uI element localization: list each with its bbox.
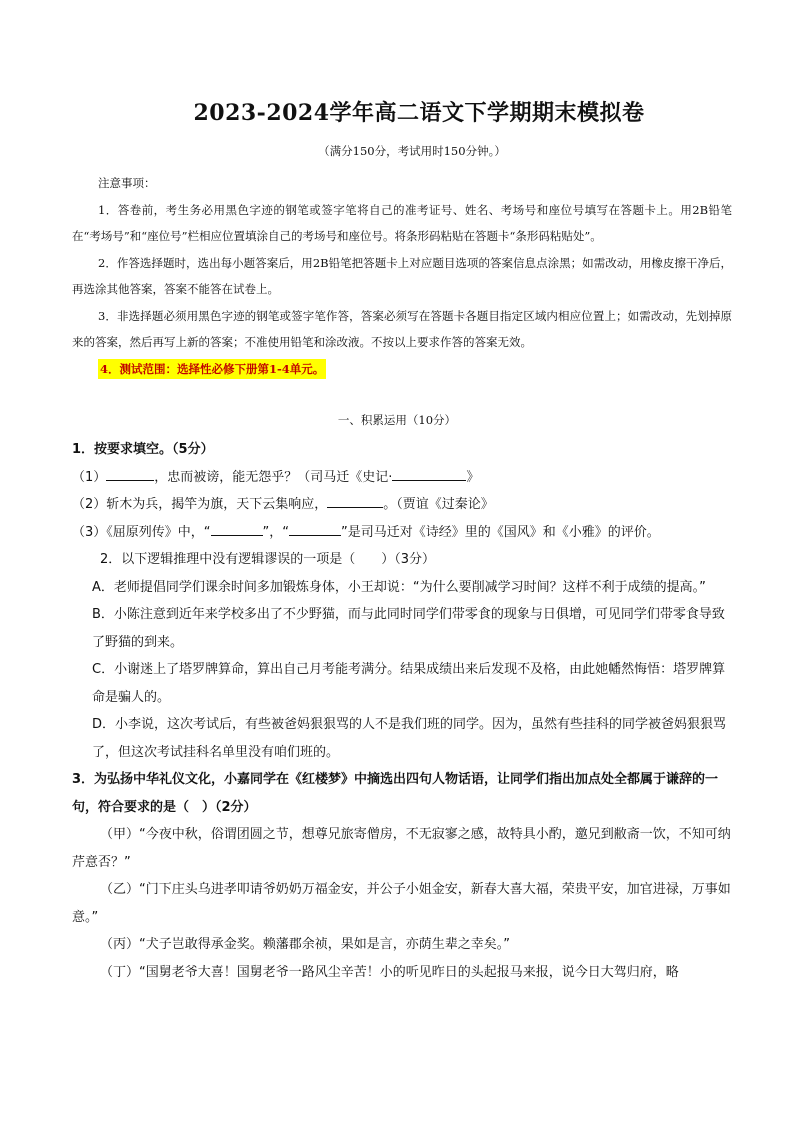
q1-l3-text: （3）《屈原列传》中，“ — [72, 524, 211, 540]
q1-line-3 — [72, 519, 732, 547]
section-title: 一、积累运用（10分） — [337, 413, 457, 427]
q3-item-jia: （甲）“今夜中秋，俗谓团圆之节，想尊兄旅寄僧房，不无寂寥之感，故特具小酌，邀兄到敝斋一饮，不知可纳芹意否？” — [72, 827, 731, 870]
q3-item-ding: （丁）“国舅老爷大喜！国舅老爷一路风尘辛苦！小的听见昨日的头起报马来报，说今日大驾归府，略 — [100, 964, 679, 980]
test-scope-highlight: 4．测试范围：选择性必修下册第1-4单元。 — [98, 359, 326, 379]
fill-blank[interactable] — [289, 521, 341, 536]
q1-title: 1．按要求填空。（5分） — [72, 442, 214, 457]
q2-option-b[interactable]: B．小陈注意到近年来学校多出了不少野猫，而与此同时同学们带零食的现象与日俱增，可见同学们带零食导致了野猫的到来。 — [92, 607, 725, 650]
q2-title: 2．以下逻辑推理中没有逻辑谬误的一项是（ ）（3分） — [100, 552, 436, 567]
q1-l2-end: 。（贾谊《过秦论》 — [383, 497, 494, 512]
q1-l2-text: （2）斩木为兵，揭竿为旗，天下云集响应， — [72, 497, 328, 512]
notes-heading: 注意事项： — [98, 176, 156, 190]
note-item-3: 3．非选择题必须用黑色字迹的钢笔或签字笔作答，答案必须写在答题卡各题目指定区域内相应位置上；如需改动，先划掉原来的答案，然后再写上新的答案；不准使用铅笔和涂改液。不按以上要求作答的答案无效。 — [72, 308, 732, 349]
q2-option-d[interactable]: D．小李说，这次考试后，有些被爸妈狠狠骂的人不是我们班的同学。因为，虽然有些挂科的同学被爸妈狠狠骂了，但这次考试挂科名单里没有咱们班的。 — [92, 717, 727, 760]
q1-line-2 — [72, 491, 732, 519]
q1-l3-end: ”是司马迁对《诗经》里的《国风》和《小雅》的评价。 — [341, 524, 660, 540]
q3-title: 3．为弘扬中华礼仪文化，小嘉同学在《红楼梦》中摘选出四句人物话语，让同学们指出加点处全都属于谦辞的一句，符合要求的是（ ）（2分） — [72, 772, 719, 815]
q1-l1-text: ，忠而被谤，能无怨乎？（司马迁《史记· — [154, 469, 393, 485]
note-item-1: 1．答卷前，考生务必用黑色字迹的钢笔或签字笔将自己的准考证号、姓名、考场号和座位号填写在答题卡上。用2B铅笔在“考场号”和“座位号”栏相应位置填涂自己的考场号和座位号。将条形码粘贴在答题卡“条形码粘贴处”。 — [72, 202, 732, 243]
questions-body — [72, 436, 732, 986]
q1-line-1 — [72, 464, 732, 492]
note-item-2: 2．作答选择题时，选出每小题答案后，用2B铅笔把答题卡上对应题目选项的答案信息点涂黑；如需改动，用橡皮擦干净后，再选涂其他答案，答案不能答在试卷上。 — [72, 255, 732, 296]
q2-option-a[interactable]: A．老师提倡同学们课余时间多加锻炼身体，小王却说：“为什么要削减学习时间？这样不利于成绩的提高。” — [92, 579, 706, 595]
exam-title: 2023-2024学年高二语文下学期期末模拟卷 — [193, 100, 645, 126]
fill-blank[interactable] — [106, 466, 154, 481]
q2-option-c[interactable]: C．小谢迷上了塔罗牌算命，算出自己月考能考满分。结果成绩出来后发现不及格，由此她幡然悔悟：塔罗牌算命是骗人的。 — [92, 662, 726, 705]
q1-l3-mid: ”，“ — [262, 524, 289, 540]
q1-l1-prefix: （1） — [72, 469, 107, 485]
exam-subtitle: （满分150分，考试用时150分钟。） — [318, 144, 506, 158]
q3-item-bing: （丙）“犬子岂敢得承金奖。赖藩郡余祯，果如是言，亦荫生辈之幸矣。” — [100, 937, 510, 952]
fill-blank[interactable] — [392, 466, 466, 481]
notes-block — [72, 170, 732, 382]
fill-blank[interactable] — [327, 493, 383, 508]
q1-l1-end: 》 — [466, 469, 480, 485]
fill-blank[interactable] — [211, 521, 263, 536]
q3-item-yi: （乙）“门下庄头乌进孝叩请爷奶奶万福金安，并公子小姐金安，新春大喜大福，荣贵平安，加官进禄，万事如意。” — [72, 882, 731, 925]
